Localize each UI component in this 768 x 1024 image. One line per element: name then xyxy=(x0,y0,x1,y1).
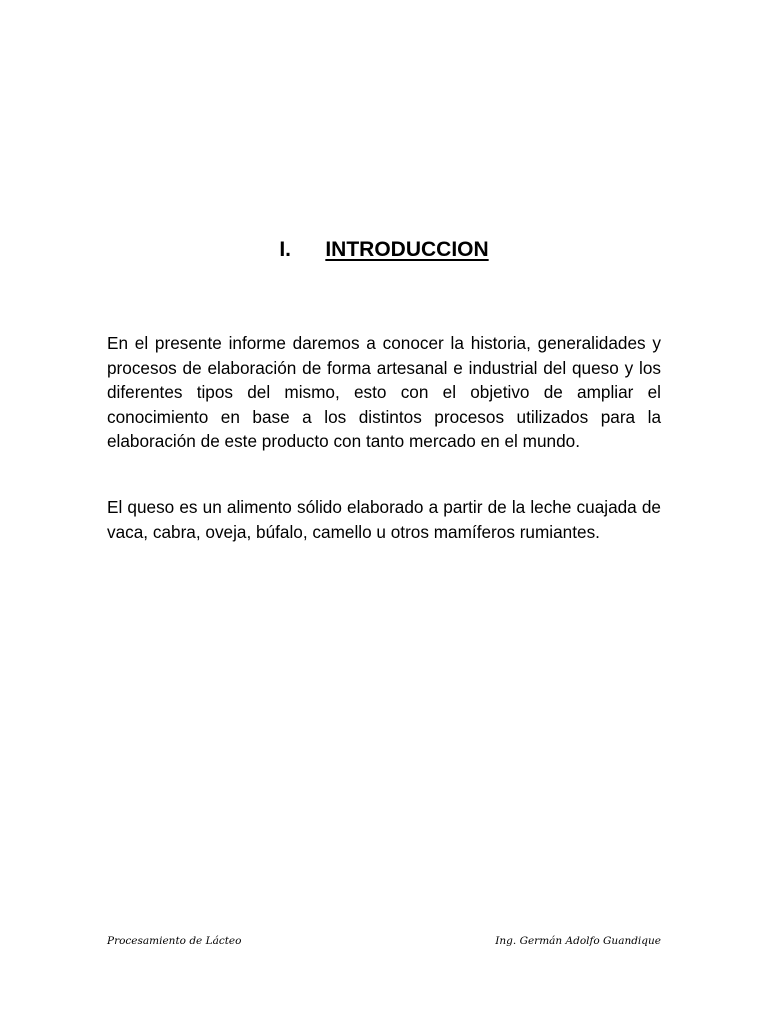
section-title: INTRODUCCION xyxy=(325,238,489,261)
footer-course-name: Procesamiento de Lácteo xyxy=(107,935,242,947)
section-heading xyxy=(0,236,768,264)
paragraph-definition: El queso es un alimento sólido elaborado a partir de la leche cuajada de vaca, cabra, oveja, búfalo, camello u otros mamíferos rumiantes. xyxy=(107,497,661,542)
section-number: I. xyxy=(279,238,291,261)
footer-author-name: Ing. Germán Adolfo Guandique xyxy=(495,935,661,947)
paragraph-intro: En el presente informe daremos a conocer la historia, generalidades y procesos de elaboración de forma artesanal e industrial del queso y los diferentes tipos del mismo, esto con el objetivo de ampliar el conocimiento en base a los distintos procesos utilizados para la elaboración de este producto con tanto mercado en el mundo. xyxy=(107,333,661,451)
